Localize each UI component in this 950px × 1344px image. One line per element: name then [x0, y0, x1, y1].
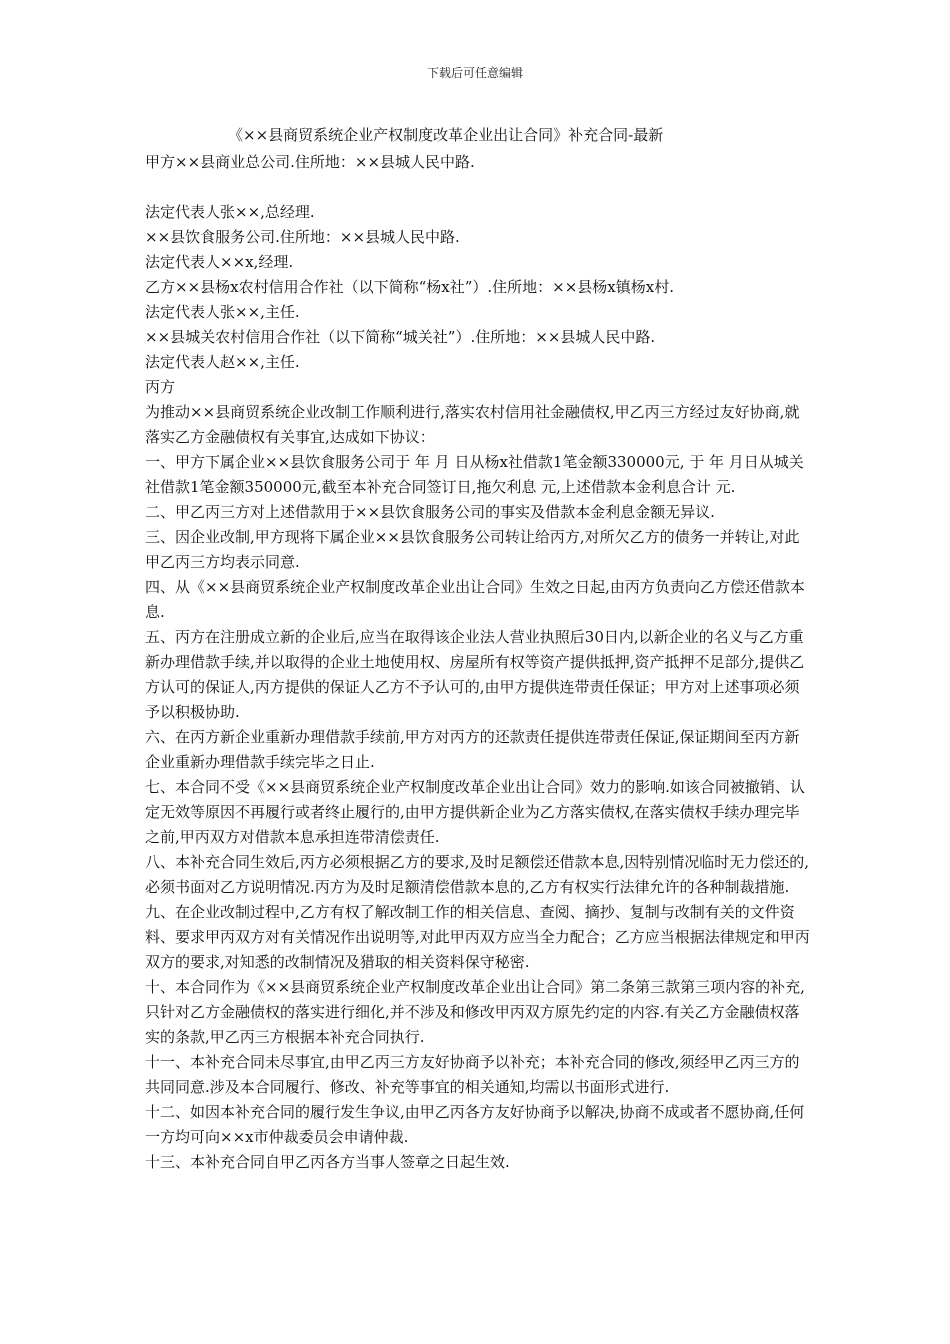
page-header: 下载后可任意编辑 [426, 66, 523, 80]
clause-1: 一、甲方下属企业××县饮食服务公司于 年 月 日从杨x社借款1笔金额330000元, 于 年 月日从城关社借款1笔金额350000元,截至本补充合同签订日,拖欠利息 元,上述借款本金利息合计 元. [145, 453, 804, 496]
clause-2: 二、甲乙丙三方对上述借款用于××县饮食服务公司的事实及借款本金利息金额无异议. [145, 503, 715, 521]
clause-10: 十、本合同作为《××县商贸系统企业产权制度改革企业出让合同》第二条第三款第三项内容的补充,只针对乙方金融债权的落实进行细化,并不涉及和修改甲丙双方原先约定的内容.有关乙方金融债权落实的条款,甲乙丙三方根据本补充合同执行. [145, 978, 805, 1046]
clause-13: 十三、本补充合同自甲乙丙各方当事人签章之日起生效. [145, 1153, 510, 1171]
clause-6: 六、在丙方新企业重新办理借款手续前,甲方对丙方的还款责任提供连带责任保证,保证期间至丙方新企业重新办理借款手续完毕之日止. [145, 728, 800, 771]
paragraph: 乙方××县杨x农村信用合作社（以下简称“杨x社”）.住所地：××县杨x镇杨x村. [145, 278, 674, 296]
clause-12: 十二、如因本补充合同的履行发生争议,由甲乙丙各方友好协商予以解决,协商不成或者不愿协商,任何一方均可向××x市仲裁委员会申请仲裁. [145, 1103, 805, 1146]
document-title: 《××县商贸系统企业产权制度改革企业出让合同》补充合同-最新 [228, 126, 664, 144]
clause-4: 四、从《××县商贸系统企业产权制度改革企业出让合同》生效之日起,由丙方负责向乙方偿还借款本息. [145, 578, 805, 621]
clause-3: 三、因企业改制,甲方现将下属企业××县饮食服务公司转让给丙方,对所欠乙方的债务一并转让,对此甲乙丙三方均表示同意. [145, 528, 800, 571]
paragraph: 丙方 [145, 378, 176, 396]
contract-body [145, 150, 813, 1175]
clause-11: 十一、本补充合同未尽事宜,由甲乙丙三方友好协商予以补充；本补充合同的修改,须经甲乙丙三方的共同同意.涉及本合同履行、修改、补充等事宜的相关通知,均需以书面形式进行. [145, 1053, 800, 1096]
clause-5: 五、丙方在注册成立新的企业后,应当在取得该企业法人营业执照后30日内,以新企业的名义与乙方重新办理借款手续,并以取得的企业土地使用权、房屋所有权等资产提供抵押,资产抵押不足部分,提供乙方认可的保证人,丙方提供的保证人乙方不予认可的,由甲方提供连带责任保证；甲方对上述事项必须予以积极协助. [145, 628, 805, 721]
clause-7: 七、本合同不受《××县商贸系统企业产权制度改革企业出让合同》效力的影响.如该合同被撤销、认定无效等原因不再履行或者终止履行的,由甲方提供新企业为乙方落实债权,在落实债权手续办理完毕之前,甲丙双方对借款本息承担连带清偿责任. [145, 778, 805, 846]
paragraph: 甲方××县商业总公司.住所地：××县城人民中路. [145, 153, 475, 171]
paragraph: 为推动××县商贸系统企业改制工作顺利进行,落实农村信用社金融债权,甲乙丙三方经过友好协商,就落实乙方金融债权有关事宜,达成如下协议： [145, 403, 800, 446]
paragraph: 法定代表人××x,经理. [145, 253, 294, 271]
blank-line [145, 175, 813, 200]
clause-9: 九、在企业改制过程中,乙方有权了解改制工作的相关信息、查阅、摘抄、复制与改制有关的文件资料、要求甲丙双方对有关情况作出说明等,对此甲丙双方应当全力配合；乙方应当根据法律规定和甲丙双方的要求,对知悉的改制情况及猎取的相关资料保守秘密. [145, 903, 810, 971]
paragraph: ××县城关农村信用合作社（以下简称“城关社”）.住所地：××县城人民中路. [145, 328, 656, 346]
paragraph: ××县饮食服务公司.住所地：××县城人民中路. [145, 228, 460, 246]
clause-8: 八、本补充合同生效后,丙方必须根据乙方的要求,及时足额偿还借款本息,因特别情况临时无力偿还的,必须书面对乙方说明情况.丙方为及时足额清偿借款本息的,乙方有权实行法律允许的各种制裁措施. [145, 853, 810, 896]
paragraph: 法定代表人赵××,主任. [145, 353, 300, 371]
paragraph: 法定代表人张××,总经理. [145, 203, 315, 221]
paragraph: 法定代表人张××,主任. [145, 303, 300, 321]
